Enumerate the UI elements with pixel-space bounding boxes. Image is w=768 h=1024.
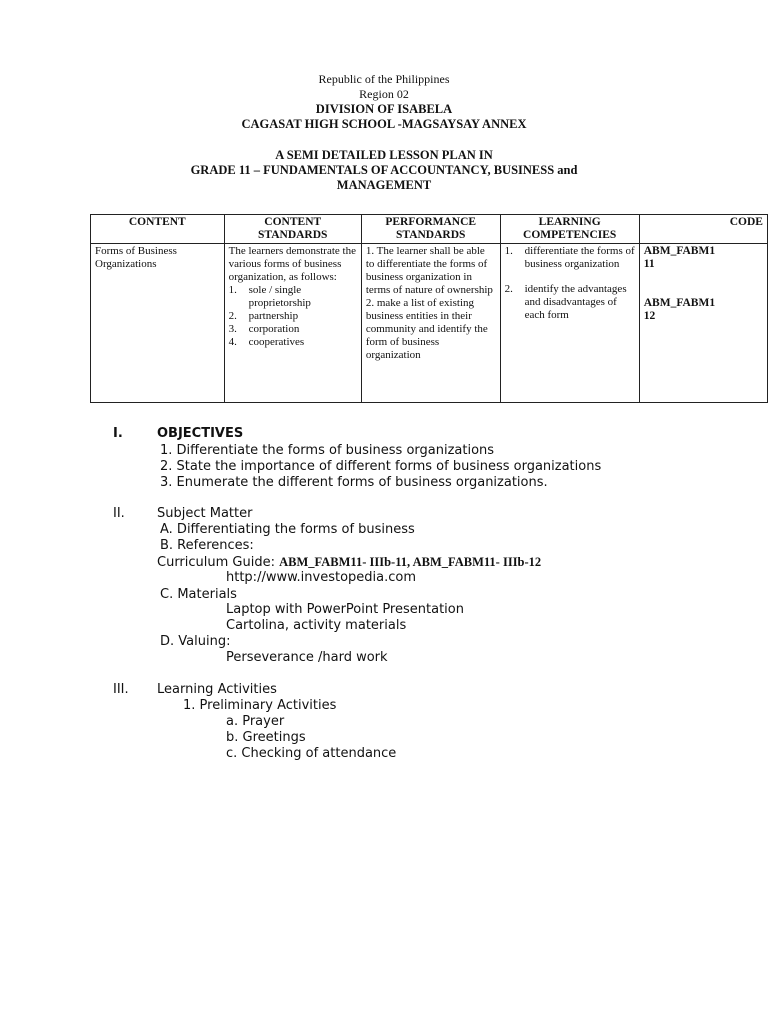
curriculum-guide: Curriculum Guide: ABM_FABM11- IIIb-11, ABM_FABM11- IIIb-12 xyxy=(157,555,542,570)
objective-item: 1. Differentiate the forms of business organizations xyxy=(160,443,495,458)
objective-item: 2. State the importance of different forms of business organizations xyxy=(160,459,602,474)
valuing-item: Perseverance /hard work xyxy=(226,650,388,665)
objective-item: 3. Enumerate the different forms of business organizations. xyxy=(160,475,548,490)
header-performance-standards: PERFORMANCE STANDARDS xyxy=(361,215,500,244)
activities-heading: Learning Activities xyxy=(157,682,277,697)
objectives-number: I. xyxy=(113,426,123,441)
activity-item: c. Checking of attendance xyxy=(226,746,397,761)
cell-performance-standards: 1. The learner shall be able to differentiate the forms of business organization in terms of nature of ownership 2. make a list of existing business entities in their community and identify the form of business organization xyxy=(361,244,500,403)
header-region: Region 02 xyxy=(359,87,409,101)
cell-code: ABM_FABM1 11 ABM_FABM1 12 xyxy=(639,244,767,403)
title-line-2: GRADE 11 – FUNDAMENTALS OF ACCOUNTANCY, BUSINESS and xyxy=(190,163,578,177)
activities-sub: 1. Preliminary Activities xyxy=(183,698,337,713)
subject-materials: C. Materials xyxy=(160,587,237,602)
cell-content-standards: The learners demonstrate the various forms of business organization, as follows: 1. sole / single proprietorship 2. partnership 3. corporation 4. cooperatives xyxy=(224,244,361,403)
header-learning-competencies: LEARNING COMPETENCIES xyxy=(500,215,639,244)
activity-item: a. Prayer xyxy=(226,714,285,729)
cell-learning-competencies: 1. differentiate the forms of business organization 2. identify the advantages and disadvantages of each form xyxy=(500,244,639,403)
header-school: CAGASAT HIGH SCHOOL -MAGSAYSAY ANNEX xyxy=(241,117,527,131)
header-code: CODE xyxy=(639,215,767,244)
cell-content: Forms of Business Organizations xyxy=(91,244,225,403)
subject-number: II. xyxy=(113,506,125,521)
header-division: DIVISION OF ISABELA xyxy=(315,102,453,116)
activities-number: III. xyxy=(113,682,129,697)
header-content-standards: CONTENT STANDARDS xyxy=(224,215,361,244)
subject-heading: Subject Matter xyxy=(157,506,253,521)
title-line-1: A SEMI DETAILED LESSON PLAN IN xyxy=(275,148,493,162)
activity-item: b. Greetings xyxy=(226,730,306,745)
subject-topic: A. Differentiating the forms of business xyxy=(160,522,415,537)
material-item: Laptop with PowerPoint Presentation xyxy=(226,602,464,617)
material-item: Cartolina, activity materials xyxy=(226,618,407,633)
reference-url: http://www.investopedia.com xyxy=(226,570,417,585)
subject-valuing: D. Valuing: xyxy=(160,634,231,649)
title-line-3: MANAGEMENT xyxy=(336,178,432,192)
header-republic: Republic of the Philippines xyxy=(318,72,450,86)
subject-references: B. References: xyxy=(160,538,254,553)
header-content: CONTENT xyxy=(91,215,225,244)
objectives-heading: OBJECTIVES xyxy=(157,426,244,441)
